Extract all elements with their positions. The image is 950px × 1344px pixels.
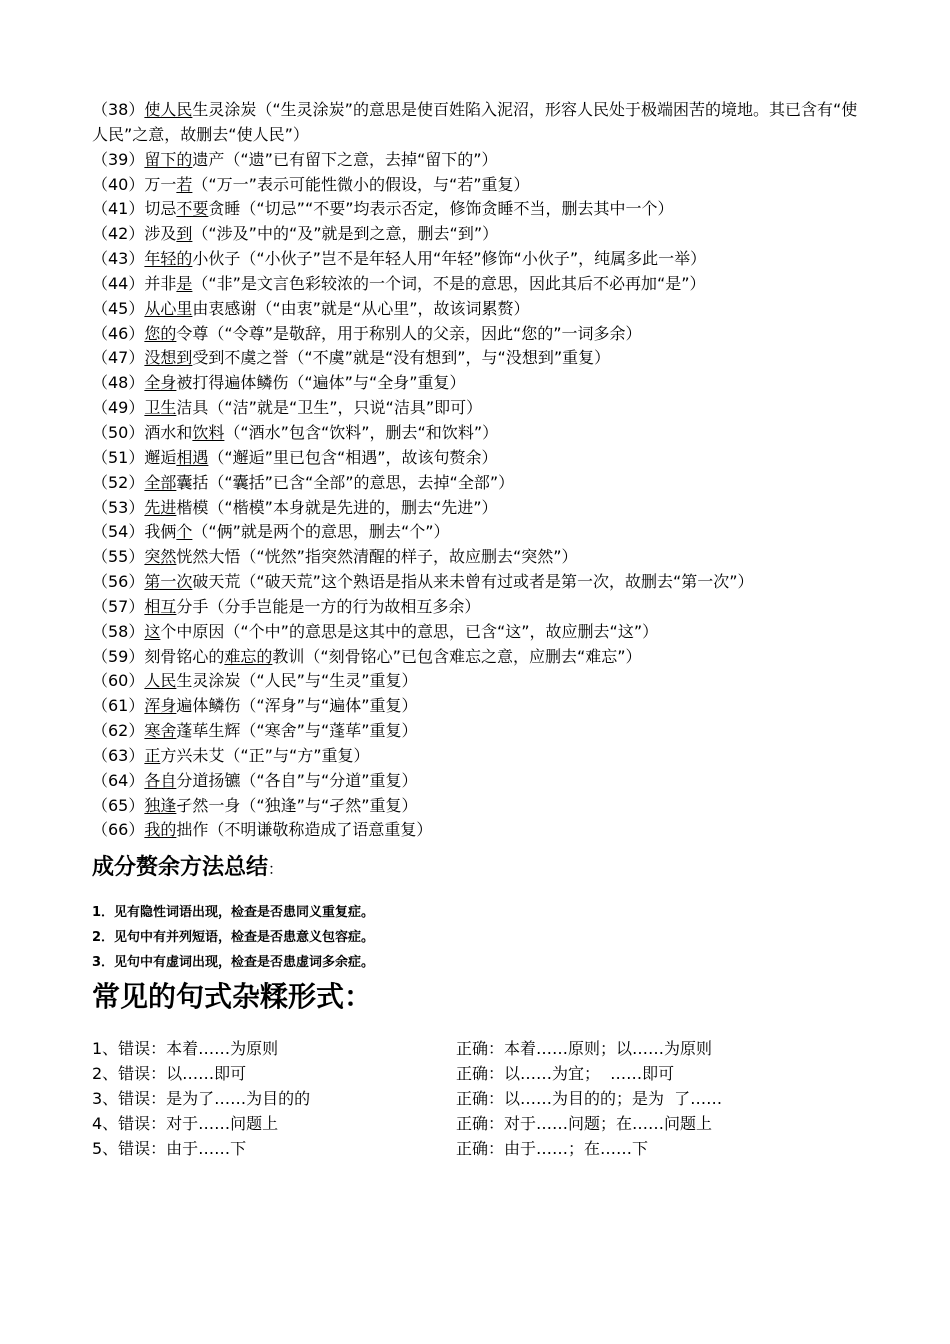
redundant-phrase: 相互 xyxy=(144,596,177,616)
example-item xyxy=(92,520,864,545)
pattern-wrong: 1、错误：本着……为原则 xyxy=(92,1039,279,1059)
redundant-phrase: 饮料 xyxy=(192,422,225,442)
example-text: （“俩”就是两个的意思，删去“个”） xyxy=(192,522,450,542)
pattern-right: 正确：以……为目的的；是为 了…… xyxy=(456,1088,723,1108)
redundant-phrase: 是 xyxy=(176,273,193,293)
example-text: 楷模（“楷模”本身就是先进的，删去“先进”） xyxy=(176,497,498,517)
redundant-phrase: 我的 xyxy=(144,820,177,840)
example-text: （57） xyxy=(92,596,145,616)
redundant-phrase: 卫生 xyxy=(144,398,177,418)
pattern-row xyxy=(92,1112,864,1137)
example-text: （44）并非 xyxy=(92,273,177,293)
example-item xyxy=(92,98,864,148)
example-text: （59）刻骨铭心的 xyxy=(92,646,225,666)
example-text: （50）酒水和 xyxy=(92,422,193,442)
example-text: （“邂逅”里已包含“相遇”，故该句赘余） xyxy=(208,447,498,467)
example-text: 令尊（“令尊”是敬辞，用于称别人的父亲，因此“您的”一词多余） xyxy=(176,323,642,343)
example-text: （60） xyxy=(92,671,145,691)
example-text: 恍然大悟（“恍然”指突然清醒的样子，故应删去“突然”） xyxy=(176,547,578,567)
example-text: 贪睡（“切忌”“不要”均表示否定，修饰贪睡不当，删去其中一个） xyxy=(208,199,674,219)
pattern-row xyxy=(92,1087,864,1112)
example-text: 教训（“刻骨铭心”已包含难忘之意，应删去“难忘”） xyxy=(272,646,642,666)
summary-rule: 2．见句中有并列短语，检查是否患意义包容症。 xyxy=(92,930,375,946)
example-text: 囊括（“囊括”已含“全部”的意思，去掉“全部”） xyxy=(176,472,515,492)
example-text: 受到不虞之誉（“不虞”就是“没有想到”，与“没想到”重复） xyxy=(192,348,611,368)
redundant-phrase: 第一次 xyxy=(144,572,193,592)
example-item xyxy=(92,595,864,620)
redundant-phrase: 正 xyxy=(144,745,161,765)
example-item xyxy=(92,148,864,173)
example-item xyxy=(92,222,864,247)
pattern-right: 正确：以……为宜； ……即可 xyxy=(456,1064,675,1084)
example-text: 破天荒（“破天荒”这个熟语是指从来未曾有过或者是第一次，故删去“第一次”） xyxy=(192,572,754,592)
redundant-phrase: 这 xyxy=(144,621,161,641)
redundant-phrase: 全身 xyxy=(144,373,177,393)
redundant-phrase: 到 xyxy=(176,224,193,244)
example-text: （65） xyxy=(92,795,145,815)
example-text: （38） xyxy=(92,100,145,119)
example-text: （61） xyxy=(92,696,145,716)
redundant-phrase: 难忘的 xyxy=(224,646,273,666)
pattern-wrong: 2、错误：以……即可 xyxy=(92,1064,247,1084)
example-item xyxy=(92,297,864,322)
pattern-row xyxy=(92,1037,864,1062)
example-text: （“万一”表示可能性微小的假设，与“若”重复） xyxy=(192,174,530,194)
example-item xyxy=(92,620,864,645)
redundant-phrase: 年轻的 xyxy=(144,249,193,269)
example-text: 遍体鳞伤（“浑身”与“遍体”重复） xyxy=(176,696,418,716)
redundant-phrase: 若 xyxy=(176,174,193,194)
example-text: （42）涉及 xyxy=(92,224,177,244)
example-text: （39） xyxy=(92,149,145,169)
example-text: 分道扬镳（“各自”与“分道”重复） xyxy=(176,770,418,790)
example-item xyxy=(92,197,864,222)
example-text: 拙作（不明谦敬称造成了语意重复） xyxy=(176,820,433,840)
redundant-phrase: 浑身 xyxy=(144,696,177,716)
redundant-phrase: 您的 xyxy=(144,323,177,343)
example-text: （49） xyxy=(92,398,145,418)
summary-heading: 成分赘余方法总结： xyxy=(92,855,284,881)
example-text: 小伙子（“小伙子”岂不是年轻人用“年轻”修饰“小伙子”，纯属多此一举） xyxy=(192,249,707,269)
pattern-wrong: 4、错误：对于……问题上 xyxy=(92,1113,279,1133)
example-item xyxy=(92,396,864,421)
example-text: 蓬荜生辉（“寒舍”与“蓬荜”重复） xyxy=(176,721,418,741)
redundant-phrase: 人民 xyxy=(144,671,177,691)
example-text: （“非”是文言色彩较浓的一个词，不是的意思，因此其后不必再加“是”） xyxy=(192,273,706,293)
example-text: （58） xyxy=(92,621,145,641)
example-item xyxy=(92,570,864,595)
example-text: （63） xyxy=(92,745,145,765)
example-item xyxy=(92,421,864,446)
example-text: 方兴未艾（“正”与“方”重复） xyxy=(160,745,370,765)
example-text: （52） xyxy=(92,472,145,492)
example-text: （53） xyxy=(92,497,145,517)
redundant-phrase: 不要 xyxy=(176,199,209,219)
summary-rule: 3．见句中有虚词出现，检查是否患虚词多余症。 xyxy=(92,955,375,971)
example-text: 被打得遍体鳞伤（“遍体”与“全身”重复） xyxy=(176,373,466,393)
redundant-phrase: 各自 xyxy=(144,770,177,790)
example-item xyxy=(92,669,864,694)
example-text: 洁具（“洁”就是“卫生”，只说“洁具”即可） xyxy=(176,398,483,418)
redundant-phrase: 从心里 xyxy=(144,298,193,318)
example-item xyxy=(92,645,864,670)
example-text: 分手（分手岂能是一方的行为故相互多余） xyxy=(176,596,481,616)
document-body xyxy=(92,98,864,1161)
redundant-phrase: 全部 xyxy=(144,472,177,492)
pattern-row xyxy=(92,1137,864,1162)
example-item xyxy=(92,719,864,744)
example-item xyxy=(92,694,864,719)
pattern-wrong: 3、错误：是为了……为目的的 xyxy=(92,1088,311,1108)
example-text: 个中原因（“个中”的意思是这其中的意思，已含“这”，故应删去“这”） xyxy=(160,621,659,641)
example-item xyxy=(92,346,864,371)
example-text: （41）切忌 xyxy=(92,199,177,219)
pattern-row xyxy=(92,1062,864,1087)
redundant-phrase: 独逢 xyxy=(144,795,177,815)
redundancy-examples-list xyxy=(92,98,864,843)
example-text: （66） xyxy=(92,820,145,840)
summary-rule: 1．见有隐性词语出现，检查是否患同义重复症。 xyxy=(92,905,375,921)
example-item xyxy=(92,744,864,769)
example-item xyxy=(92,471,864,496)
example-text: （56） xyxy=(92,572,145,592)
example-item xyxy=(92,173,864,198)
redundant-phrase: 突然 xyxy=(144,547,177,567)
example-text: （55） xyxy=(92,547,145,567)
example-item xyxy=(92,496,864,521)
example-text: 遗产（“遗”已有留下之意，去掉“留下的”） xyxy=(192,149,498,169)
example-text: 生灵涂炭（“人民”与“生灵”重复） xyxy=(176,671,418,691)
example-item xyxy=(92,446,864,471)
pattern-right: 正确：对于……问题；在……问题上 xyxy=(456,1113,713,1133)
example-text: 由衷感谢（“由衷”就是“从心里”，故该词累赘） xyxy=(192,298,530,318)
example-text: （46） xyxy=(92,323,145,343)
example-text: （48） xyxy=(92,373,145,393)
example-item xyxy=(92,322,864,347)
patterns-heading: 常见的句式杂糅形式： xyxy=(92,980,373,1014)
redundant-phrase: 相遇 xyxy=(176,447,209,467)
pattern-wrong: 5、错误：由于……下 xyxy=(92,1138,247,1158)
example-item xyxy=(92,769,864,794)
example-item xyxy=(92,371,864,396)
pattern-right: 正确：本着……原则；以……为原则 xyxy=(456,1039,713,1059)
redundant-phrase: 留下的 xyxy=(144,149,193,169)
redundant-phrase: 个 xyxy=(176,522,193,542)
example-item xyxy=(92,247,864,272)
example-text: （51）邂逅 xyxy=(92,447,177,467)
example-text: （“涉及”中的“及”就是到之意，删去“到”） xyxy=(192,224,499,244)
example-text: （43） xyxy=(92,249,145,269)
example-text: （45） xyxy=(92,298,145,318)
example-item xyxy=(92,794,864,819)
example-text: （47） xyxy=(92,348,145,368)
redundant-phrase: 先进 xyxy=(144,497,177,517)
example-text: （62） xyxy=(92,721,145,741)
redundant-phrase: 没想到 xyxy=(144,348,193,368)
example-item xyxy=(92,272,864,297)
redundant-phrase: 寒舍 xyxy=(144,721,177,741)
redundant-phrase: 使人民 xyxy=(144,100,193,119)
example-text: 生灵涂炭（“生灵涂炭”的意思是使百姓陷入泥沼，形容人民处于极端困苦的境地。其已含有“使人民”之意，故删去“使人民”） xyxy=(92,100,858,144)
pattern-right: 正确：由于……；在……下 xyxy=(456,1138,649,1158)
example-item xyxy=(92,545,864,570)
example-text: （“酒水”包含“饮料”，删去“和饮料”） xyxy=(224,422,499,442)
example-text: （64） xyxy=(92,770,145,790)
example-item xyxy=(92,818,864,843)
example-text: （40）万一 xyxy=(92,174,177,194)
example-text: 孑然一身（“独逢”与“孑然”重复） xyxy=(176,795,418,815)
example-text: （54）我俩 xyxy=(92,522,177,542)
